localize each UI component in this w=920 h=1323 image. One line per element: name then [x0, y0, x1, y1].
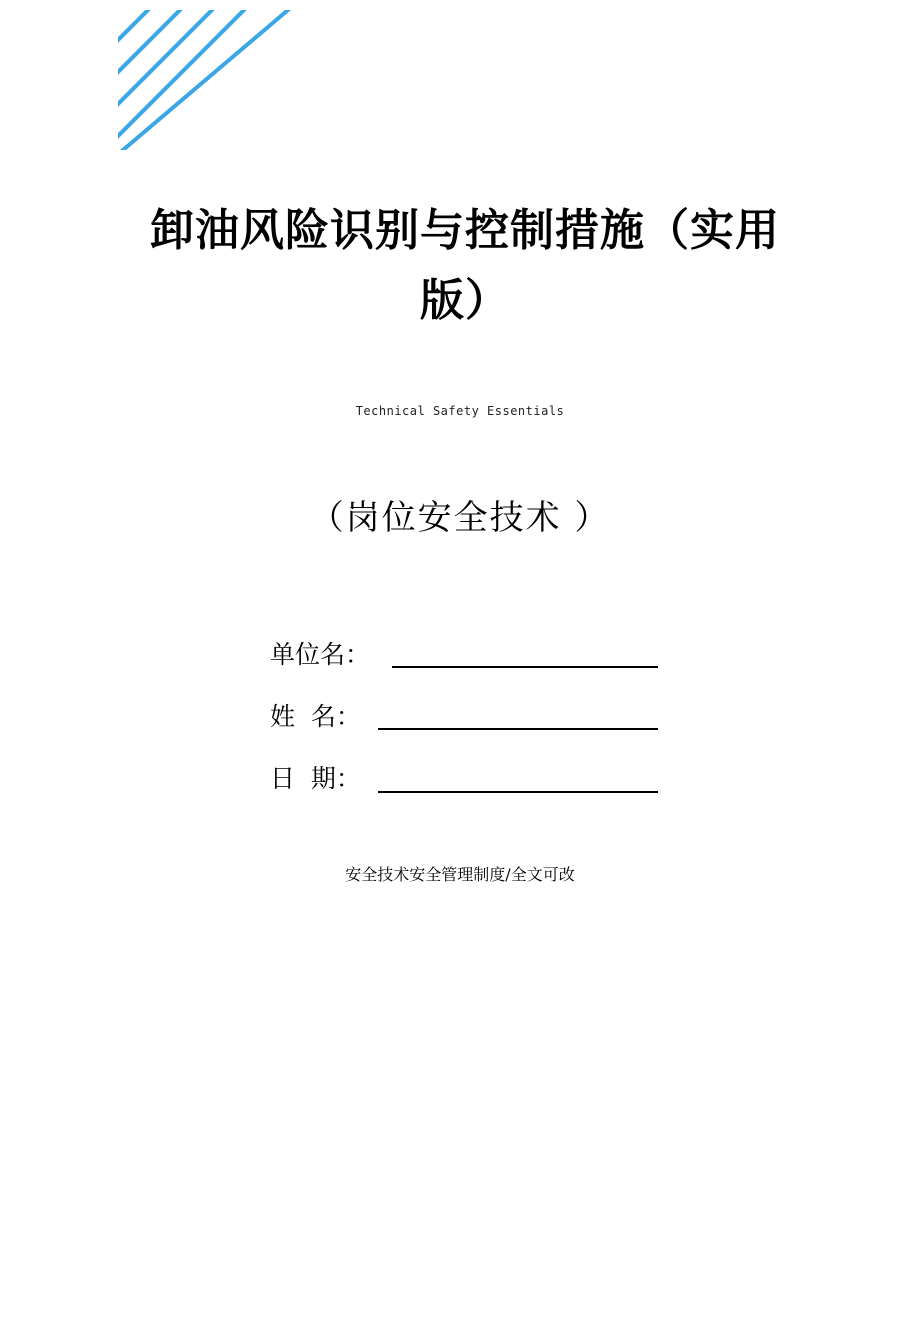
- document-category: （岗位安全技术 ）: [309, 498, 611, 538]
- date-field[interactable]: [378, 791, 658, 793]
- date-label: 日 期：: [270, 764, 361, 793]
- document-title: 卸油风险识别与控制措施（实用版）: [150, 205, 780, 326]
- diagonal-stripes-decoration: [118, 10, 293, 150]
- name-label: 姓 名：: [270, 702, 361, 731]
- document-subtitle: Technical Safety Essentials: [355, 404, 565, 418]
- document-footer: 安全技术安全管理制度/全文可改: [345, 865, 575, 884]
- name-field[interactable]: [378, 728, 658, 730]
- unit-name-label: 单位名：: [270, 640, 371, 669]
- unit-name-field[interactable]: [392, 666, 658, 668]
